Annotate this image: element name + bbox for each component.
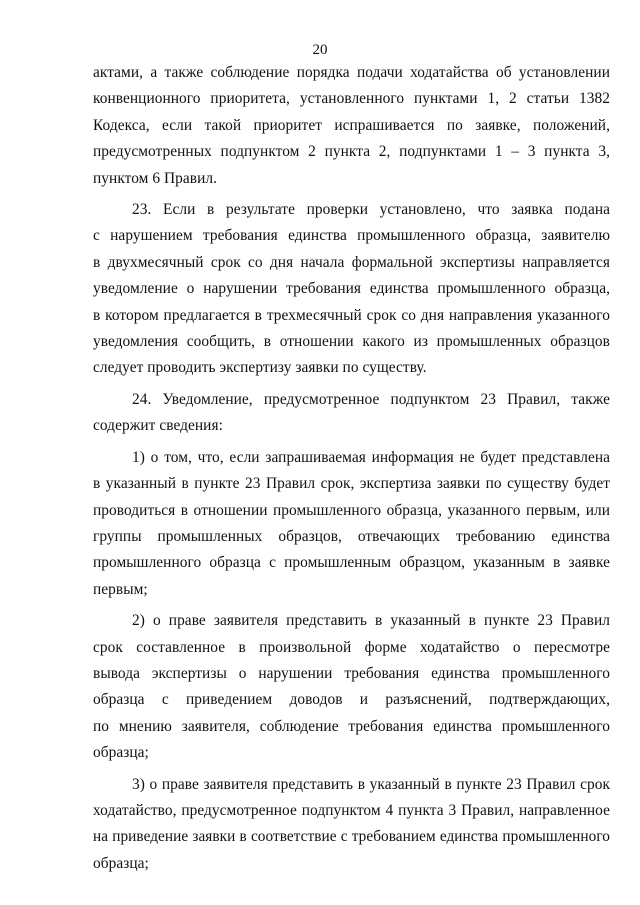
paragraph-24 [93,387,610,440]
text-line: по мнению заявителя, соблюдение требования единства промышленного [93,717,610,735]
text-line: 23. Если в результате проверки установлено, что заявка подана [132,201,610,219]
text-line: в двухмесячный срок со дня начала формальной экспертизы направляется [93,253,610,271]
text-line: вывода экспертизы о нарушении требования единства промышленного [93,664,610,682]
text-line: проводиться в отношении промышленного образца, указанного первым, или [93,501,610,519]
text-line: 1) о том, что, если запрашиваемая информация не будет представлена [132,448,610,466]
list-item-1 [93,445,610,603]
text-line: 2) о праве заявителя представить в указанный в пункте 23 Правил [132,612,610,630]
text-line: образца; [93,854,149,872]
text-line: Кодекса, если такой приоритет испрашивается по заявке, положений, [93,116,610,134]
text-line: содержит сведения: [93,417,223,435]
text-line: образца; [93,744,149,762]
document-body [93,60,610,882]
text-line: промышленного образца с промышленным образцом, указанным в заявке [93,554,610,572]
text-line: 3) о праве заявителя представить в указанный в пункте 23 Правил срок [132,775,610,793]
list-item-3 [93,772,610,878]
text-line: первым; [93,580,148,598]
text-line: конвенционного приоритета, установленного пунктами 1, 2 статьи 1382 [93,90,610,108]
text-line: срок составленное в произвольной форме ходатайство о пересмотре [93,638,610,656]
text-line: с нарушением требования единства промышленного образца, заявителю [93,227,610,245]
text-line: в котором предлагается в трехмесячный срок со дня направления указанного [93,306,610,324]
text-line: уведомления сообщить, в отношении какого из промышленных образцов [93,333,610,351]
list-item-2 [93,608,610,766]
page-number: 20 [312,42,328,58]
text-line: на приведение заявки в соответствие с требованием единства промышленного [93,828,610,846]
text-line: образца с приведением доводов и разъяснений, подтверждающих, [93,691,610,709]
paragraph-23 [93,197,610,382]
text-line: 24. Уведомление, предусмотренное подпунктом 23 Правил, также [132,390,610,408]
text-line: пунктом 6 Правил. [93,169,218,187]
text-line: ходатайство, предусмотренное подпунктом 4 пункта 3 Правил, направленное [93,801,610,819]
text-line: предусмотренных подпунктом 2 пункта 2, подпунктами 1 – 3 пункта 3, [93,143,610,161]
text-line: актами, а также соблюдение порядка подачи ходатайства об установлении [93,64,610,81]
text-line: следует проводить экспертизу заявки по существу. [93,359,427,377]
text-line: в указанный в пункте 23 Правил срок, экспертиза заявки по существу будет [93,475,610,493]
paragraph-continuation [93,60,610,192]
text-line: уведомление о нарушении требования единства промышленного образца, [93,280,610,298]
text-line: группы промышленных образцов, отвечающих требованию единства [93,527,610,545]
